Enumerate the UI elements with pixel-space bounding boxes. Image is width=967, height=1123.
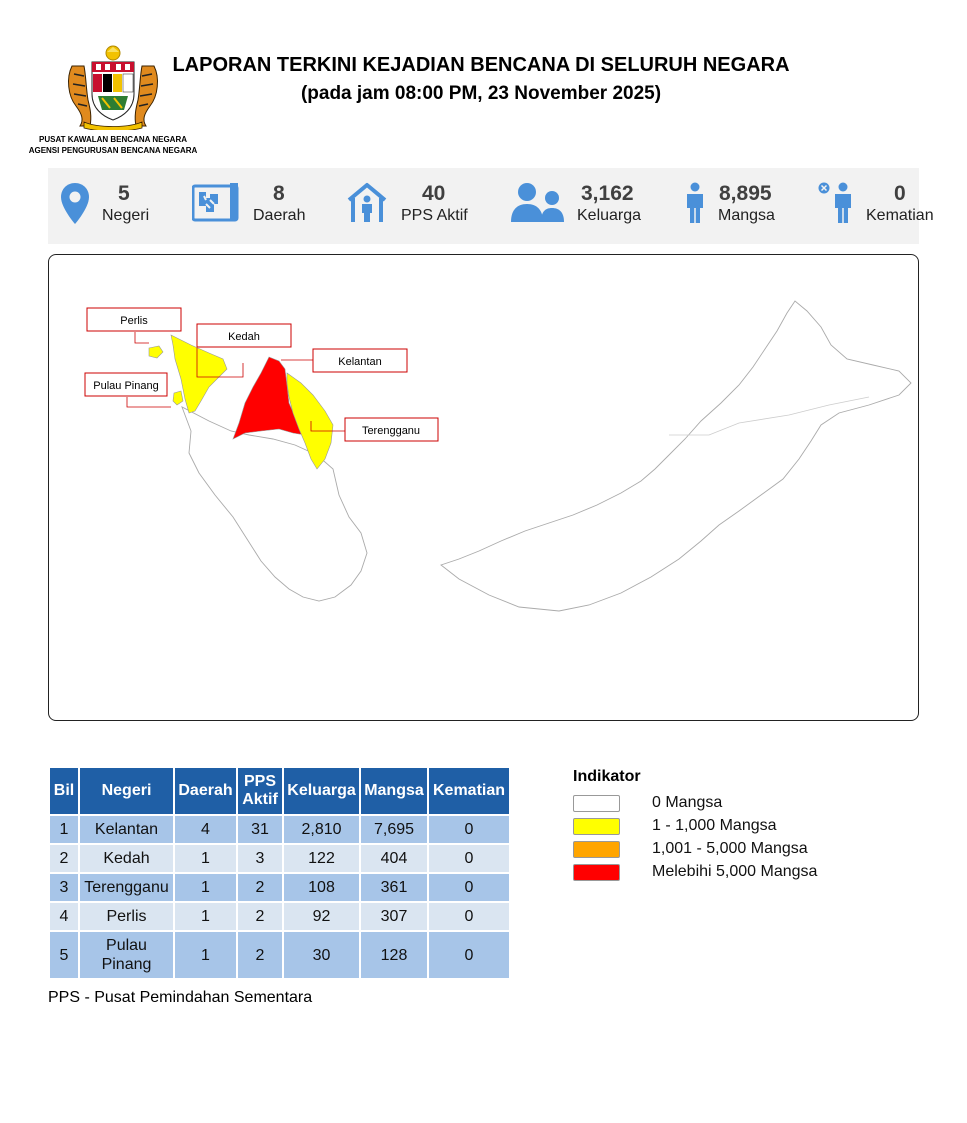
state-perlis — [149, 346, 163, 358]
summary-stat-bar — [48, 168, 934, 244]
legend-label: 1 - 1,000 Mangsa — [652, 817, 777, 834]
cell-daerah: 1 — [175, 845, 236, 872]
state-pulau-pinang — [173, 391, 183, 405]
agency-line-1: PUSAT KAWALAN BENCANA NEGARA — [39, 135, 187, 144]
cell-daerah: 1 — [175, 932, 236, 978]
stat-pps-value: 40 — [422, 182, 446, 205]
stat-mangsa-label: Mangsa — [718, 207, 775, 224]
cell-bil: 3 — [50, 874, 78, 901]
stat-kematian-value: 0 — [894, 182, 906, 205]
map-label-kedah-text: Kedah — [228, 331, 260, 343]
borneo-malaysia-outline — [441, 301, 911, 611]
map-label-kelantan-text: Kelantan — [338, 356, 382, 368]
cell-kematian: 0 — [429, 903, 509, 930]
cell-pps: 3 — [238, 845, 282, 872]
col-header-keluarga: Keluarga — [284, 768, 359, 814]
perlis-callout-line — [135, 332, 149, 343]
cell-bil: 4 — [50, 903, 78, 930]
cell-pps: 2 — [238, 903, 282, 930]
cell-bil: 1 — [50, 816, 78, 843]
cell-mangsa: 404 — [361, 845, 427, 872]
legend-item — [573, 839, 873, 862]
cell-negeri: Pulau Pinang — [80, 932, 173, 978]
legend-swatch — [573, 818, 620, 835]
stat-keluarga-label: Keluarga — [577, 207, 642, 224]
cell-bil: 2 — [50, 845, 78, 872]
malaysia-disaster-map — [48, 254, 919, 721]
cell-kematian: 0 — [429, 932, 509, 978]
map-label-pulau-pinang — [85, 373, 167, 396]
legend-swatch — [573, 841, 620, 858]
cell-pps: 31 — [238, 816, 282, 843]
table-row — [50, 845, 509, 872]
legend-title: Indikator — [573, 768, 641, 785]
legend-swatch — [573, 864, 620, 881]
stat-kematian-label: Kematian — [866, 207, 934, 224]
cell-pps: 2 — [238, 874, 282, 901]
cell-kematian: 0 — [429, 845, 509, 872]
family-icon — [510, 182, 566, 224]
death-icon — [818, 182, 854, 224]
map-legend — [573, 768, 873, 885]
cell-keluarga: 122 — [284, 845, 359, 872]
table-row — [50, 874, 509, 901]
legend-item — [573, 793, 873, 816]
table-row — [50, 932, 509, 978]
cell-keluarga: 92 — [284, 903, 359, 930]
map-label-kedah — [197, 324, 291, 347]
legend-item — [573, 862, 873, 885]
map-label-kelantan — [313, 349, 407, 372]
table-row — [50, 903, 509, 930]
cell-negeri: Kelantan — [80, 816, 173, 843]
report-header — [0, 40, 967, 160]
pulau-pinang-callout-line — [127, 397, 171, 407]
cell-daerah: 1 — [175, 874, 236, 901]
stat-daerah-label: Daerah — [253, 207, 306, 224]
cell-mangsa: 307 — [361, 903, 427, 930]
stat-mangsa-value: 8,895 — [719, 182, 772, 205]
cell-negeri: Terengganu — [80, 874, 173, 901]
cell-mangsa: 128 — [361, 932, 427, 978]
stat-negeri-label: Negeri — [102, 207, 150, 224]
col-header-pps-aktif: PPS Aktif — [238, 768, 282, 814]
page-title: LAPORAN TERKINI KEJADIAN BENCANA DI SELURUH NEGARA — [172, 54, 790, 76]
map-canvas — [49, 255, 919, 721]
legend-item — [573, 816, 873, 839]
shelter-icon — [346, 182, 388, 224]
location-pin-icon — [60, 182, 90, 226]
map-label-terengganu — [345, 418, 438, 441]
district-map-icon — [192, 182, 240, 222]
cell-mangsa: 7,695 — [361, 816, 427, 843]
legend-label: 1,001 - 5,000 Mangsa — [652, 840, 808, 857]
cell-negeri: Perlis — [80, 903, 173, 930]
cell-mangsa: 361 — [361, 874, 427, 901]
stat-daerah-value: 8 — [273, 182, 285, 205]
cell-kematian: 0 — [429, 816, 509, 843]
pps-footnote: PPS - Pusat Pemindahan Sementara — [48, 989, 313, 1006]
person-icon — [684, 182, 706, 224]
col-header-mangsa: Mangsa — [361, 768, 427, 814]
map-label-perlis — [87, 308, 181, 331]
col-header-daerah: Daerah — [175, 768, 236, 814]
stat-keluarga-value: 3,162 — [581, 182, 634, 205]
agency-line-2: AGENSI PENGURUSAN BENCANA NEGARA — [28, 146, 198, 155]
col-header-negeri: Negeri — [80, 768, 173, 814]
map-label-perlis-text: Perlis — [120, 315, 148, 327]
col-header-bil: Bil — [50, 768, 78, 814]
cell-keluarga: 2,810 — [284, 816, 359, 843]
cell-bil: 5 — [50, 932, 78, 978]
cell-keluarga: 108 — [284, 874, 359, 901]
state-summary-table — [48, 766, 511, 980]
peninsular-malaysia-outline — [182, 407, 367, 601]
cell-pps: 2 — [238, 932, 282, 978]
col-header-kematian: Kematian — [429, 768, 509, 814]
cell-daerah: 4 — [175, 816, 236, 843]
legend-label: Melebihi 5,000 Mangsa — [652, 863, 818, 880]
legend-label: 0 Mangsa — [652, 794, 723, 811]
map-label-pulau-pinang-text: Pulau Pinang — [93, 380, 159, 392]
stat-negeri-value: 5 — [118, 182, 130, 205]
cell-keluarga: 30 — [284, 932, 359, 978]
page-subtitle: (pada jam 08:00 PM, 23 November 2025) — [300, 83, 662, 104]
cell-daerah: 1 — [175, 903, 236, 930]
map-label-terengganu-text: Terengganu — [361, 425, 421, 437]
cell-negeri: Kedah — [80, 845, 173, 872]
table-row — [50, 816, 509, 843]
cell-kematian: 0 — [429, 874, 509, 901]
agency-name — [20, 134, 206, 156]
stat-pps-label: PPS Aktif — [401, 207, 468, 224]
table-header-row — [50, 768, 509, 814]
legend-swatch — [573, 795, 620, 812]
